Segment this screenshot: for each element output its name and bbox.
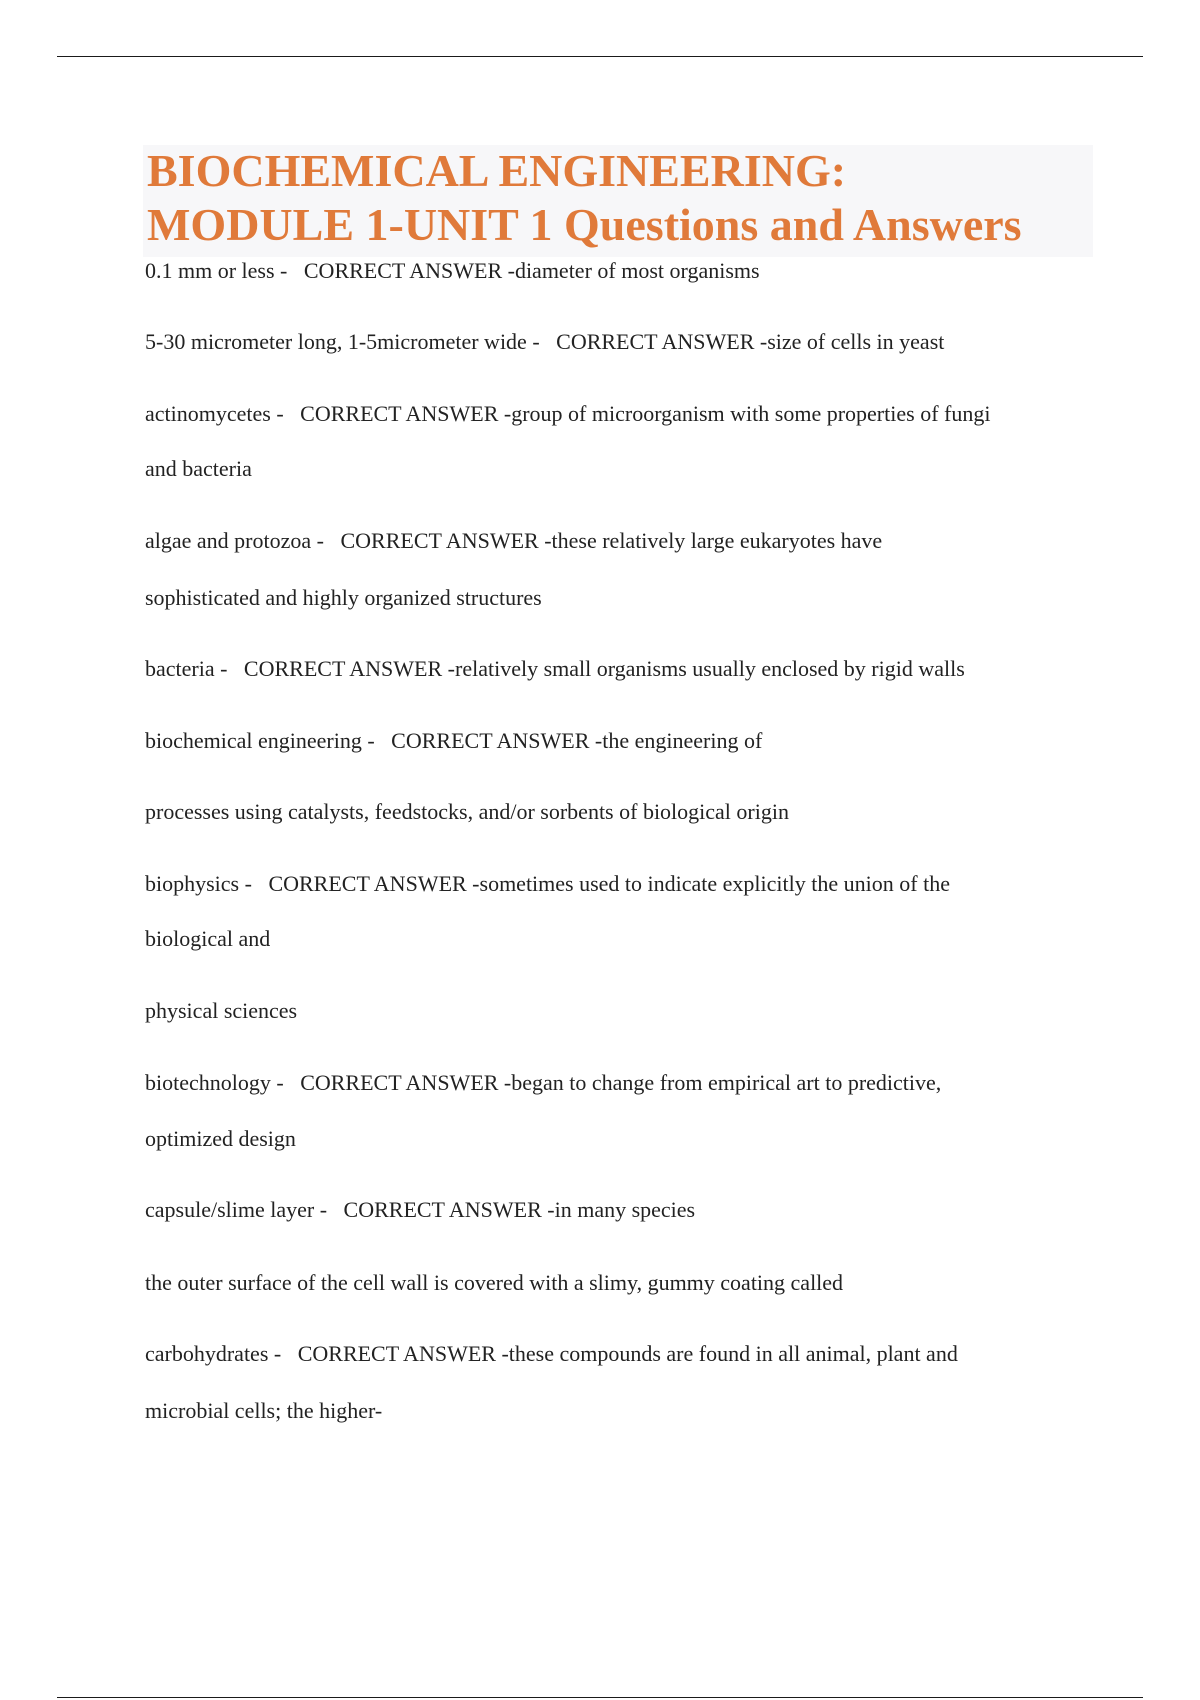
footer-rule [57, 1697, 1143, 1698]
text-line: actinomycetes - CORRECT ANSWER -group of microorganism with some properties of fungi [145, 401, 991, 426]
text-line: processes using catalysts, feedstocks, and/or sorbents of biological origin [145, 799, 789, 824]
header-rule [57, 56, 1143, 57]
text-line: biotechnology - CORRECT ANSWER -began to change from empirical art to predictive, [145, 1070, 942, 1095]
text-line: algae and protozoa - CORRECT ANSWER -these relatively large eukaryotes have [145, 528, 883, 553]
text-line: optimized design [145, 1126, 296, 1151]
text-line: the outer surface of the cell wall is covered with a slimy, gummy coating called [145, 1270, 844, 1295]
text-line: 0.1 mm or less - CORRECT ANSWER -diameter of most organisms [145, 258, 760, 283]
document-title [143, 145, 1093, 257]
text-line: biological and [145, 926, 271, 951]
title-line-1: BIOCHEMICAL ENGINEERING: [147, 145, 847, 196]
text-line: capsule/slime layer - CORRECT ANSWER -in many species [145, 1197, 696, 1222]
text-line: physical sciences [145, 998, 298, 1023]
text-line: 5-30 micrometer long, 1-5micrometer wide - CORRECT ANSWER -size of cells in yeast [145, 329, 945, 354]
text-line: bacteria - CORRECT ANSWER -relatively small organisms usually enclosed by rigid walls [145, 656, 965, 681]
text-line: biophysics - CORRECT ANSWER -sometimes used to indicate explicitly the union of the [145, 871, 950, 896]
text-line: and bacteria [145, 456, 252, 481]
title-line-2: MODULE 1-UNIT 1 Questions and Answers [147, 199, 1022, 250]
text-line: carbohydrates - CORRECT ANSWER -these compounds are found in all animal, plant and [145, 1341, 958, 1366]
text-line: sophisticated and highly organized structures [145, 585, 542, 610]
text-line: biochemical engineering - CORRECT ANSWER -the engineering of [145, 728, 763, 753]
text-line: microbial cells; the higher- [145, 1398, 383, 1423]
